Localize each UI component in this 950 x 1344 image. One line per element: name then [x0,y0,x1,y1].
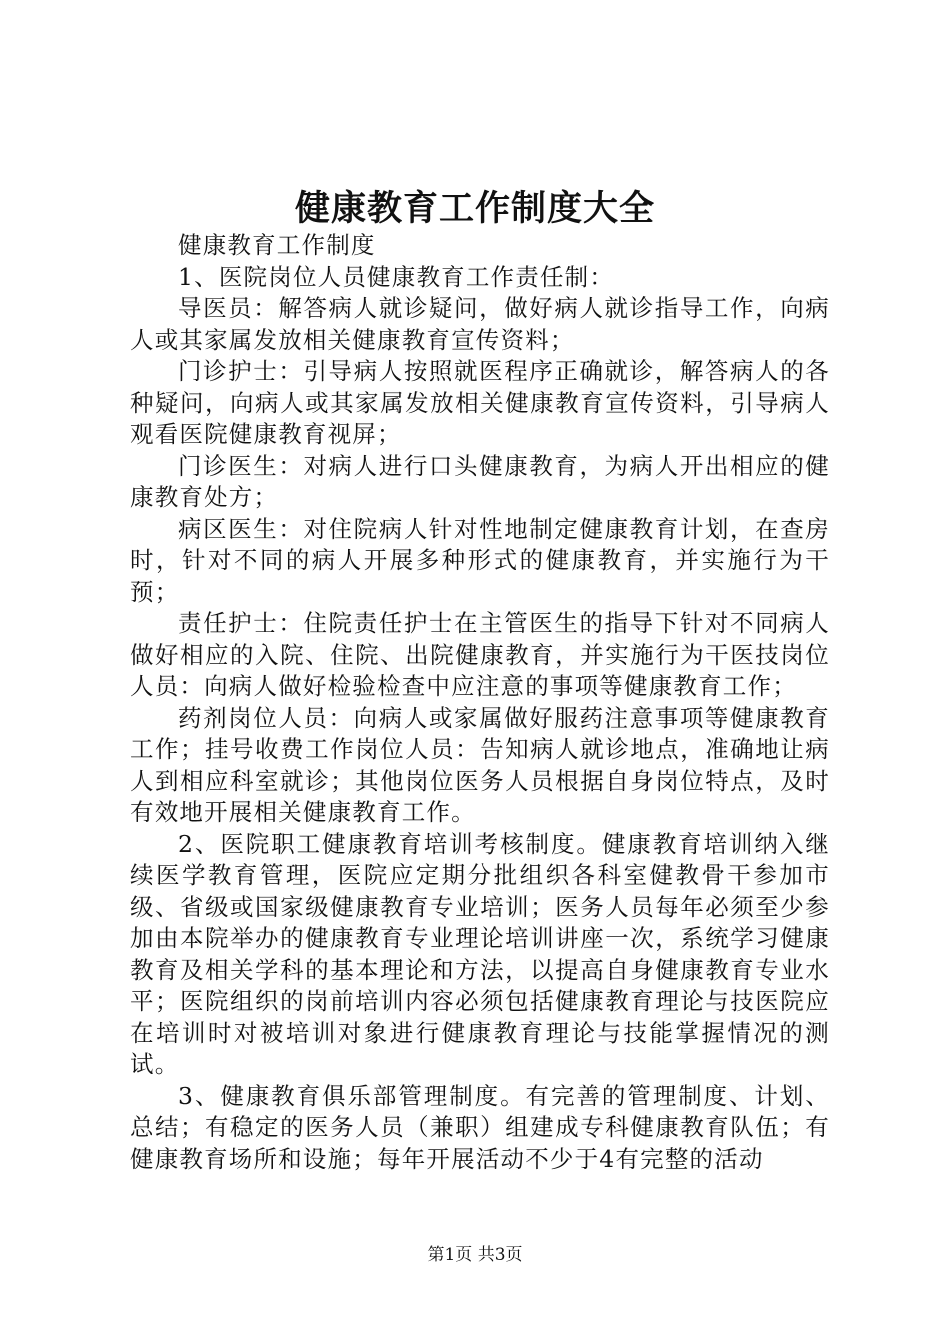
paragraph-training-system: 2、医院职工健康教育培训考核制度。健康教育培训纳入继续医学教育管理，医院应定期分批组织各科室健教骨干参加市级、省级或国家级健康教育专业培训；医务人员每年必须至少参加由本院举办的健康教育专业理论培训讲座一次，系统学习健康教育及相关学科的基本理论和方法，以提高自身健康教育专业水平；医院组织的岗前培训内容必须包括健康教育理论与技医院应在培训时对被培训对象进行健康教育理论与技能掌握情况的测试。 [130,829,830,1078]
paragraph-responsible-nurse: 责任护士：住院责任护士在主管医生的指导下针对不同病人做好相应的入院、住院、出院健康教育，并实施行为干医技岗位人员：向病人做好检验检查中应注意的事项等健康教育工作； [130,609,830,700]
document-title: 健康教育工作制度大全 [294,188,655,229]
paragraph-guide-staff: 导医员：解答病人就诊疑问，做好病人就诊指导工作，向病人或其家属发放相关健康教育宣传资料； [130,294,830,354]
page-footer: 第1页 共3页 [427,1245,523,1265]
paragraph-responsibility: 1、医院岗位人员健康教育工作责任制： [178,262,615,291]
paragraph-ward-doctor: 病区医生：对住院病人针对性地制定健康教育计划，在查房时，针对不同的病人开展多种形式的健康教育，并实施行为干预； [130,514,830,606]
paragraph-outpatient-doctor: 门诊医生：对病人进行口头健康教育，为病人开出相应的健康教育处方； [130,451,830,511]
paragraph-club-management: 3、健康教育俱乐部管理制度。有完善的管理制度、计划、总结；有稳定的医务人员（兼职）组建成专科健康教育队伍；有健康教育场所和设施；每年开展活动不少于4有完整的活动 [130,1081,830,1173]
paragraph-outpatient-nurse: 门诊护士：引导病人按照就医程序正确就诊，解答病人的各种疑问，向病人或其家属发放相关健康教育宣传资料，引导病人观看医院健康教育视屏； [130,357,830,448]
section-heading: 健康教育工作制度 [178,231,376,259]
paragraph-pharmacy-staff: 药剂岗位人员：向病人或家属做好服药注意事项等健康教育工作；挂号收费工作岗位人员：告知病人就诊地点，准确地让病人到相应科室就诊；其他岗位医务人员根据自身岗位特点，及时有效地开展相关健康教育工作。 [130,703,830,826]
document-body [130,230,830,1175]
